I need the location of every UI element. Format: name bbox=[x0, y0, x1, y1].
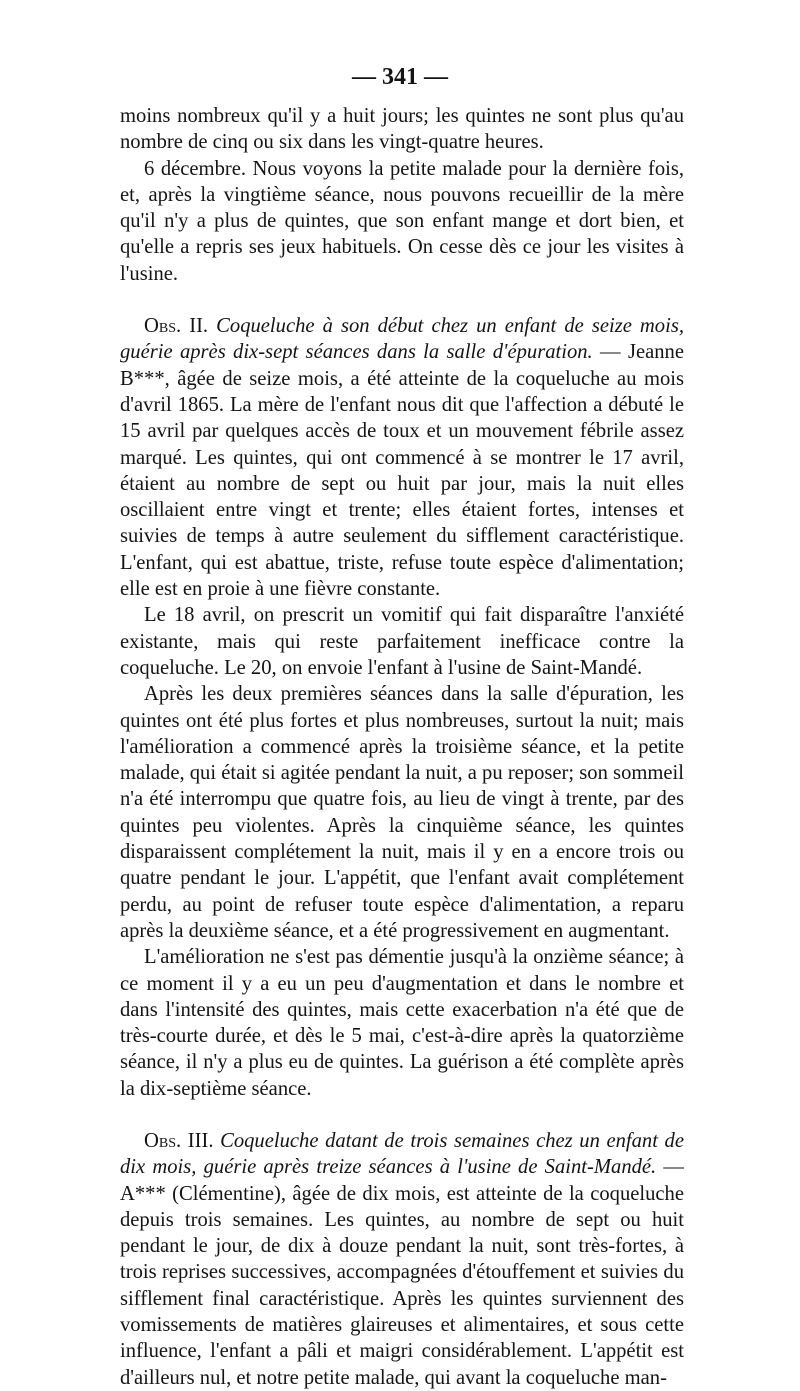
paragraph-continued: moins nombreux qu'il y a huit jours; les quintes ne sont plus qu'au nombre de cinq ou six dans les vingt-quatre heures. bbox=[120, 105, 684, 154]
observation-3-label: Obs. III. bbox=[144, 1129, 214, 1152]
observation-3-body: — A*** (Clémentine), âgée de dix mois, est atteinte de la coqueluche depuis trois semaines. Les quintes, au nombre de sept ou huit pendant le jour, de dix à douze pendant la nuit, sont très-fortes, à trois reprises successives, accompagnées d'étouffement et suivies du sifflement final caractéristique. Après les quintes surviennent des vomissements de matières glaireuses et alimentaires, et sous cette influence, l'enfant a pâli et maigri considérablement. L'appétit est d'ailleurs nul, et notre petite malade, qui avant la coqueluche man- bbox=[120, 1156, 685, 1389]
observation-2-title: Coqueluche à son début chez un enfant de seize mois, guérie après dix-sept séances dans la salle d'épuration. bbox=[120, 315, 684, 364]
page-number: — 341 — bbox=[352, 64, 448, 90]
page-body bbox=[120, 103, 684, 1391]
observation-2 bbox=[120, 313, 684, 602]
paragraph-december: 6 décembre. Nous voyons la petite malade pour la dernière fois, et, après la vingtième séance, nous pouvons recueillir de la mère qu'il n'y a plus de quintes, que son enfant mange et dort bien, et qu'elle a repris ses jeux habituels. On cesse dès ce jour les visites à l'usine. bbox=[120, 157, 684, 285]
observation-2-body: — Jeanne B***, âgée de seize mois, a été atteinte de la coqueluche au mois d'avril 1865. La mère de l'enfant nous dit que l'affection a débuté le 15 avril par quelques accès de toux et un mouvement fébrile assez marqué. Les quintes, qui ont commencé à se montrer le 17 avril, étaient au nombre de sept ou huit par jour, mais la nuit elles oscillaient entre vingt et trente; elles étaient fortes, intenses et suivies de temps à autre seulement du sifflement caractéristique. L'enfant, qui est abattue, triste, refuse toute espèce d'alimentation; elle est en proie à une fièvre constante. bbox=[120, 341, 684, 601]
observation-2-label: Obs. II. bbox=[144, 315, 209, 338]
observation-3-title: Coqueluche datant de trois semaines chez un enfant de dix mois, guérie après treize séances à l'usine de Saint-Mandé. bbox=[120, 1129, 684, 1179]
observation-2-paragraph: L'amélioration ne s'est pas démentie jusqu'à la onzième séance; à ce moment il y a eu un peu d'augmentation et dans le nombre et dans l'intensité des quintes, mais cette exacerbation n'a été que de très-courte durée, et dès le 5 mai, c'est-à-dire après la quatorzième séance, il n'y a plus eu de quintes. La guérison a été complète après la dix-septième séance. bbox=[120, 946, 684, 1100]
observation-3 bbox=[120, 1128, 684, 1391]
observation-2-paragraph: Le 18 avril, on prescrit un vomitif qui fait disparaître l'anxiété existante, mais qui reste parfaitement inefficace contre la coqueluche. Le 20, on envoie l'enfant à l'usine de Saint-Mandé. bbox=[120, 604, 684, 679]
observation-2-paragraph: Après les deux premières séances dans la salle d'épuration, les quintes ont été plus fortes et plus nombreuses, surtout la nuit; mais l'amélioration a commencé après la troisième séance, et la petite malade, qui était si agitée pendant la nuit, a pu reposer; son sommeil n'a été interrompu que quatre fois, au lieu de vingt à trente, par des quintes peu violentes. Après la cinquième séance, les quintes disparaissent complétement la nuit, mais il y en a encore trois ou quatre pendant le jour. L'appétit, que l'enfant avait complétement perdu, au point de refuser toute espèce d'alimentation, a reparu après la deuxième séance, et a été progressivement en augmentant. bbox=[120, 683, 684, 942]
